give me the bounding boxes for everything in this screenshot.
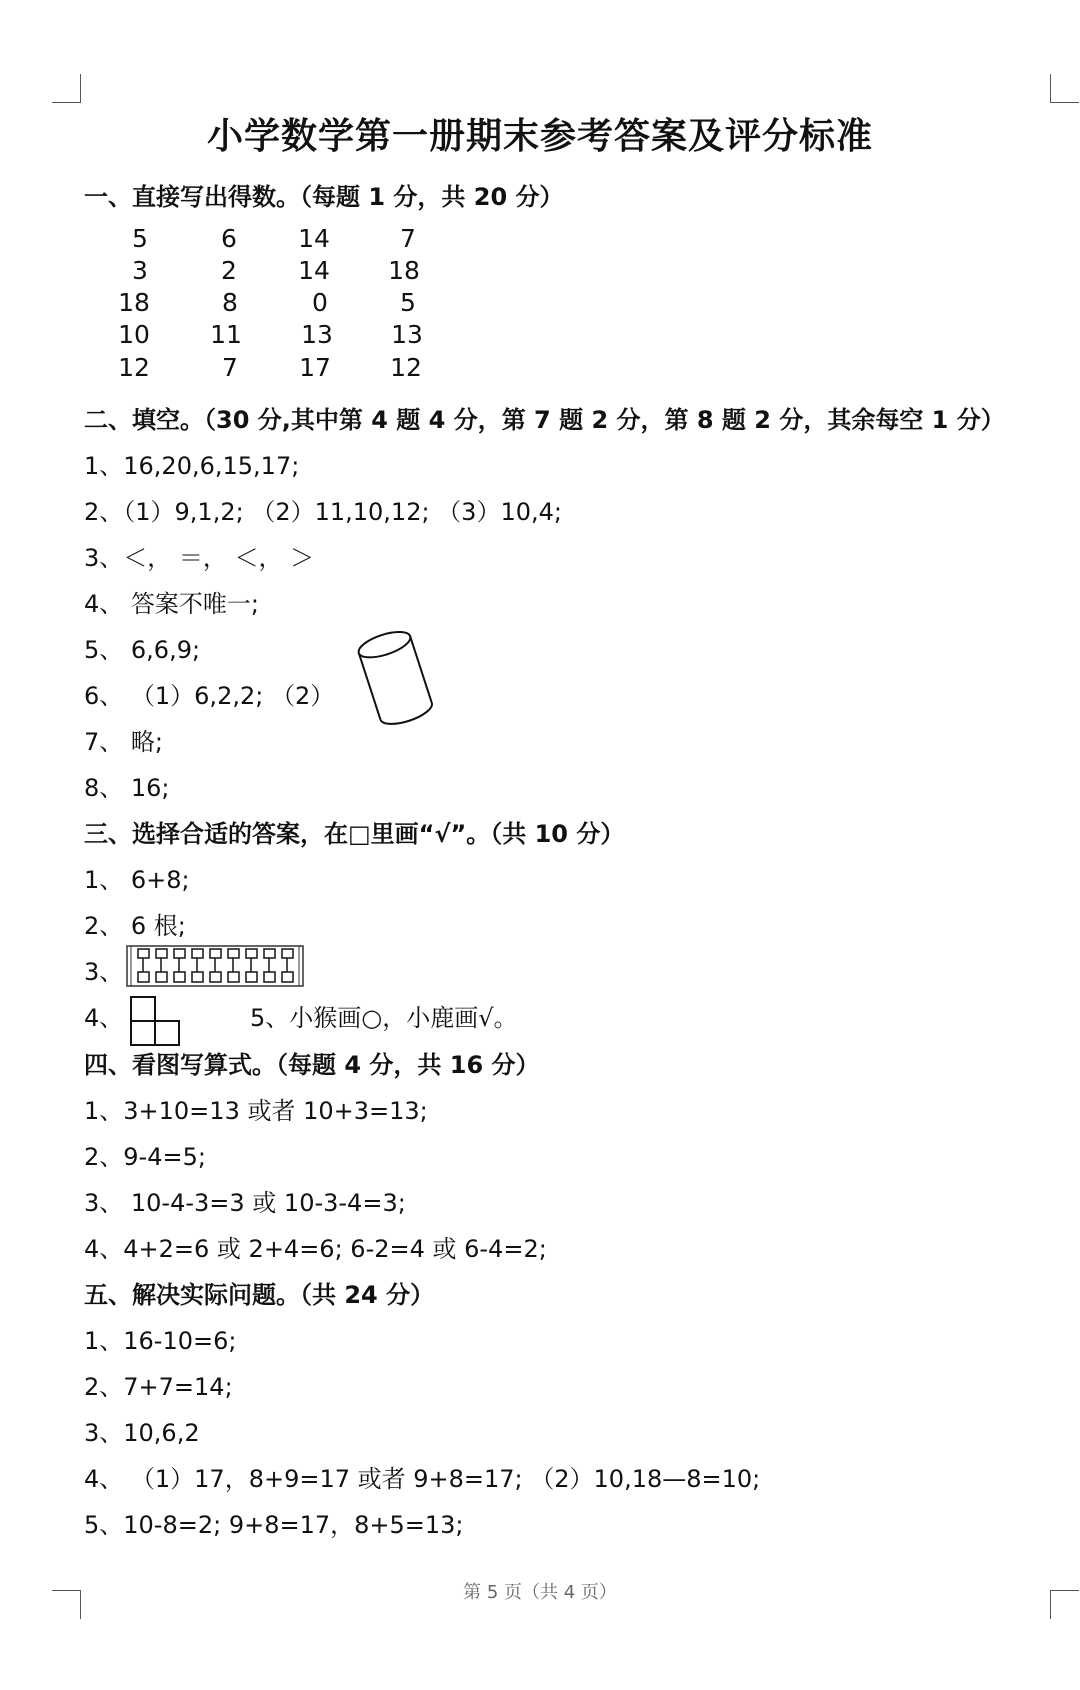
section-2-heading: 二、填空。（30 分,其中第 4 题 4 分，第 7 题 2 分，第 8 题 2 分，其余每空 1 分） — [84, 406, 1005, 434]
answer-cell: 18 — [388, 256, 420, 285]
section-2-item-1: 1、16,20,6,15,17; — [84, 452, 300, 480]
section-3-item-5: 5、小猴画○，小鹿画√。 — [250, 1004, 518, 1032]
section-4-item-2: 2、9-4=5; — [84, 1143, 206, 1171]
answer-cell: 14 — [298, 224, 330, 253]
section-2-item-5: 5、 6,6,9; — [84, 636, 201, 664]
answer-cell: 18 — [118, 288, 150, 317]
section-5-item-4: 4、 （1）17，8+9=17 或者 9+8=17; （2）10,18—8=10; — [84, 1465, 761, 1493]
answer-cell: 13 — [391, 320, 423, 349]
answer-cell: 3 — [132, 256, 148, 285]
answer-cell: 2 — [221, 256, 237, 285]
answer-cell: 12 — [390, 353, 422, 382]
answer-cell: 12 — [118, 353, 150, 382]
section-5-item-2: 2、7+7=14; — [84, 1373, 233, 1401]
section-3-heading: 三、选择合适的答案，在□里画“√”。（共 10 分） — [84, 820, 625, 848]
section-3-item-3: 3、 — [84, 958, 124, 986]
section-3-item-4: 4、 — [84, 1004, 124, 1032]
section-3-item-1: 1、 6+8; — [84, 866, 190, 894]
answer-cell: 7 — [400, 224, 416, 253]
section-4-item-4: 4、4+2=6 或 2+4=6; 6-2=4 或 6-4=2; — [84, 1235, 547, 1263]
answer-cell: 7 — [222, 353, 238, 382]
section-5-item-5: 5、10-8=2; 9+8=17，8+5=13; — [84, 1511, 464, 1539]
section-5-heading: 五、解决实际问题。（共 24 分） — [84, 1281, 435, 1309]
section-5-item-3: 3、10,6,2 — [84, 1419, 200, 1447]
answer-cell: 14 — [298, 256, 330, 285]
section-4-heading: 四、看图写算式。（每题 4 分，共 16 分） — [84, 1051, 540, 1079]
section-2-item-6: 6、 （1）6,2,2; （2） — [84, 682, 335, 710]
section-2-item-3: 3、＜， ＝， ＜， ＞ — [84, 544, 315, 572]
answer-cell: 0 — [312, 288, 328, 317]
answer-cell: 13 — [301, 320, 333, 349]
answer-cell: 6 — [221, 224, 237, 253]
answer-cell: 17 — [299, 353, 331, 382]
answer-cell: 5 — [400, 288, 416, 317]
page-title: 小学数学第一册期末参考答案及评分标准 — [206, 116, 873, 157]
crop-mark-top-left — [52, 74, 81, 103]
cylinder-icon — [350, 625, 440, 730]
answer-cell: 8 — [222, 288, 238, 317]
section-2-item-2: 2、（1）9,1,2; （2）11,10,12; （3）10,4; — [84, 498, 562, 526]
section-2-item-8: 8、 16; — [84, 774, 170, 802]
section-4-item-1: 1、3+10=13 或者 10+3=13; — [84, 1097, 428, 1125]
abacus-icon — [126, 945, 304, 987]
answer-cell: 5 — [132, 224, 148, 253]
section-1-heading: 一、直接写出得数。（每题 1 分，共 20 分） — [84, 183, 564, 211]
crop-mark-top-right — [1050, 74, 1079, 103]
page-footer: 第 5 页（共 4 页） — [463, 1582, 617, 1603]
section-2-item-7: 7、 略; — [84, 728, 163, 756]
section-5-item-1: 1、16-10=6; — [84, 1327, 237, 1355]
section-2-item-4: 4、 答案不唯一; — [84, 590, 259, 618]
section-3-item-2: 2、 6 根; — [84, 912, 186, 940]
l-shaped-squares-icon — [130, 996, 182, 1046]
section-4-item-3: 3、 10-4-3=3 或 10-3-4=3; — [84, 1189, 406, 1217]
answer-cell: 10 — [118, 320, 150, 349]
answer-cell: 11 — [210, 320, 242, 349]
